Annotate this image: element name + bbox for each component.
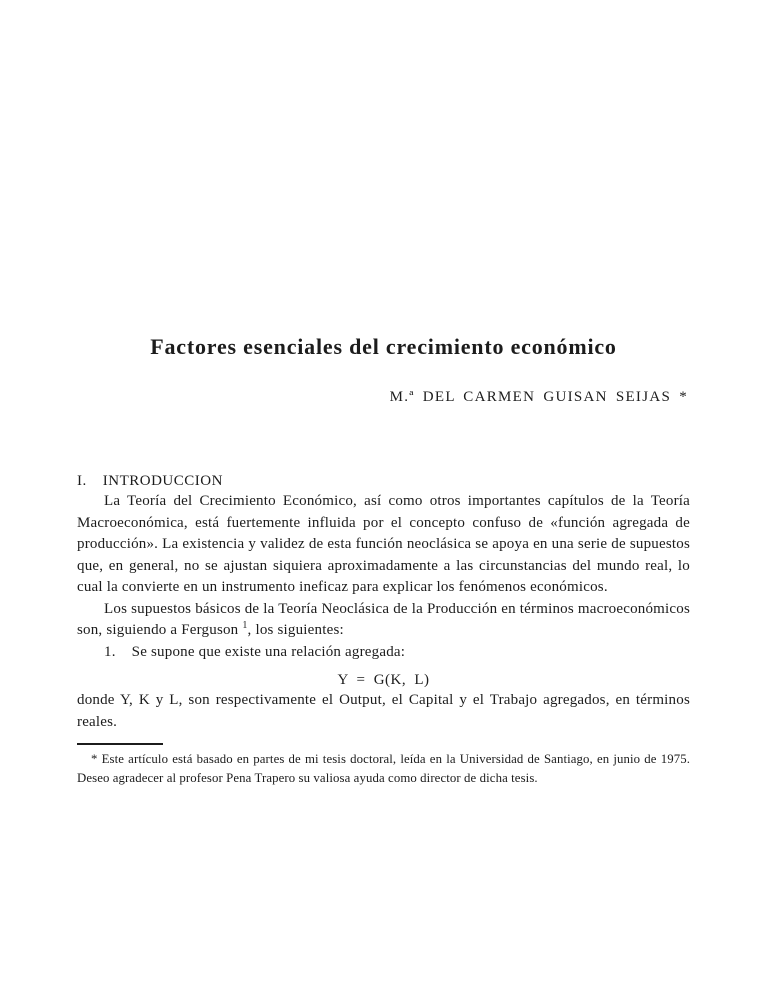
footnote-rule <box>77 743 163 745</box>
list-item-number: 1. <box>104 643 116 660</box>
paragraph-3: donde Y, K y L, son respectivamente el Output, el Capital y el Trabajo agregados, en términos reales. <box>77 692 690 730</box>
article-title: Factores esenciales del crecimiento económico <box>150 334 617 359</box>
page-content <box>77 0 690 787</box>
footnote-block <box>77 743 690 787</box>
paragraph-2-text: Los supuestos básicos de la Teoría Neoclásica de la Producción en términos macroeconómicos son, siguiendo a Ferguson <box>77 600 690 638</box>
list-item-1 <box>77 642 690 664</box>
footnote-marker-superscript: 1 <box>242 620 248 631</box>
section-heading <box>77 472 690 491</box>
equation: Y = G(K, L) <box>337 672 430 688</box>
paragraph-2 <box>77 599 690 642</box>
section-number: I. <box>77 473 87 489</box>
paragraph-1: La Teoría del Crecimiento Económico, así como otros importantes capítulos de la Teoría Macroeconómica, está fuertemente influida por el concepto confuso de «función agregada de producción». La existencia y validez de esta función neoclásica se apoya en una serie de supuestos que, en general, no se ajustan siquiera aproximadamente a las circunstancias del mundo real, lo cual la convierte en un instrumento ineficaz para explicar los fenómenos económicos. <box>77 493 690 595</box>
footnote-text: * Este artículo está basado en partes de mi tesis doctoral, leída en la Universidad de Santiago, en junio de 1975. Deseo agradecer al profesor Pena Trapero su valiosa ayuda como director de dicha tesis. <box>77 752 690 785</box>
section-title: INTRODUCCION <box>102 473 223 489</box>
list-item-text: Se supone que existe una relación agregada: <box>131 643 406 660</box>
paragraph-2-text-after: , los siguientes: <box>247 622 344 638</box>
author-line: M.ª DEL CARMEN GUISAN SEIJAS * <box>389 389 688 405</box>
